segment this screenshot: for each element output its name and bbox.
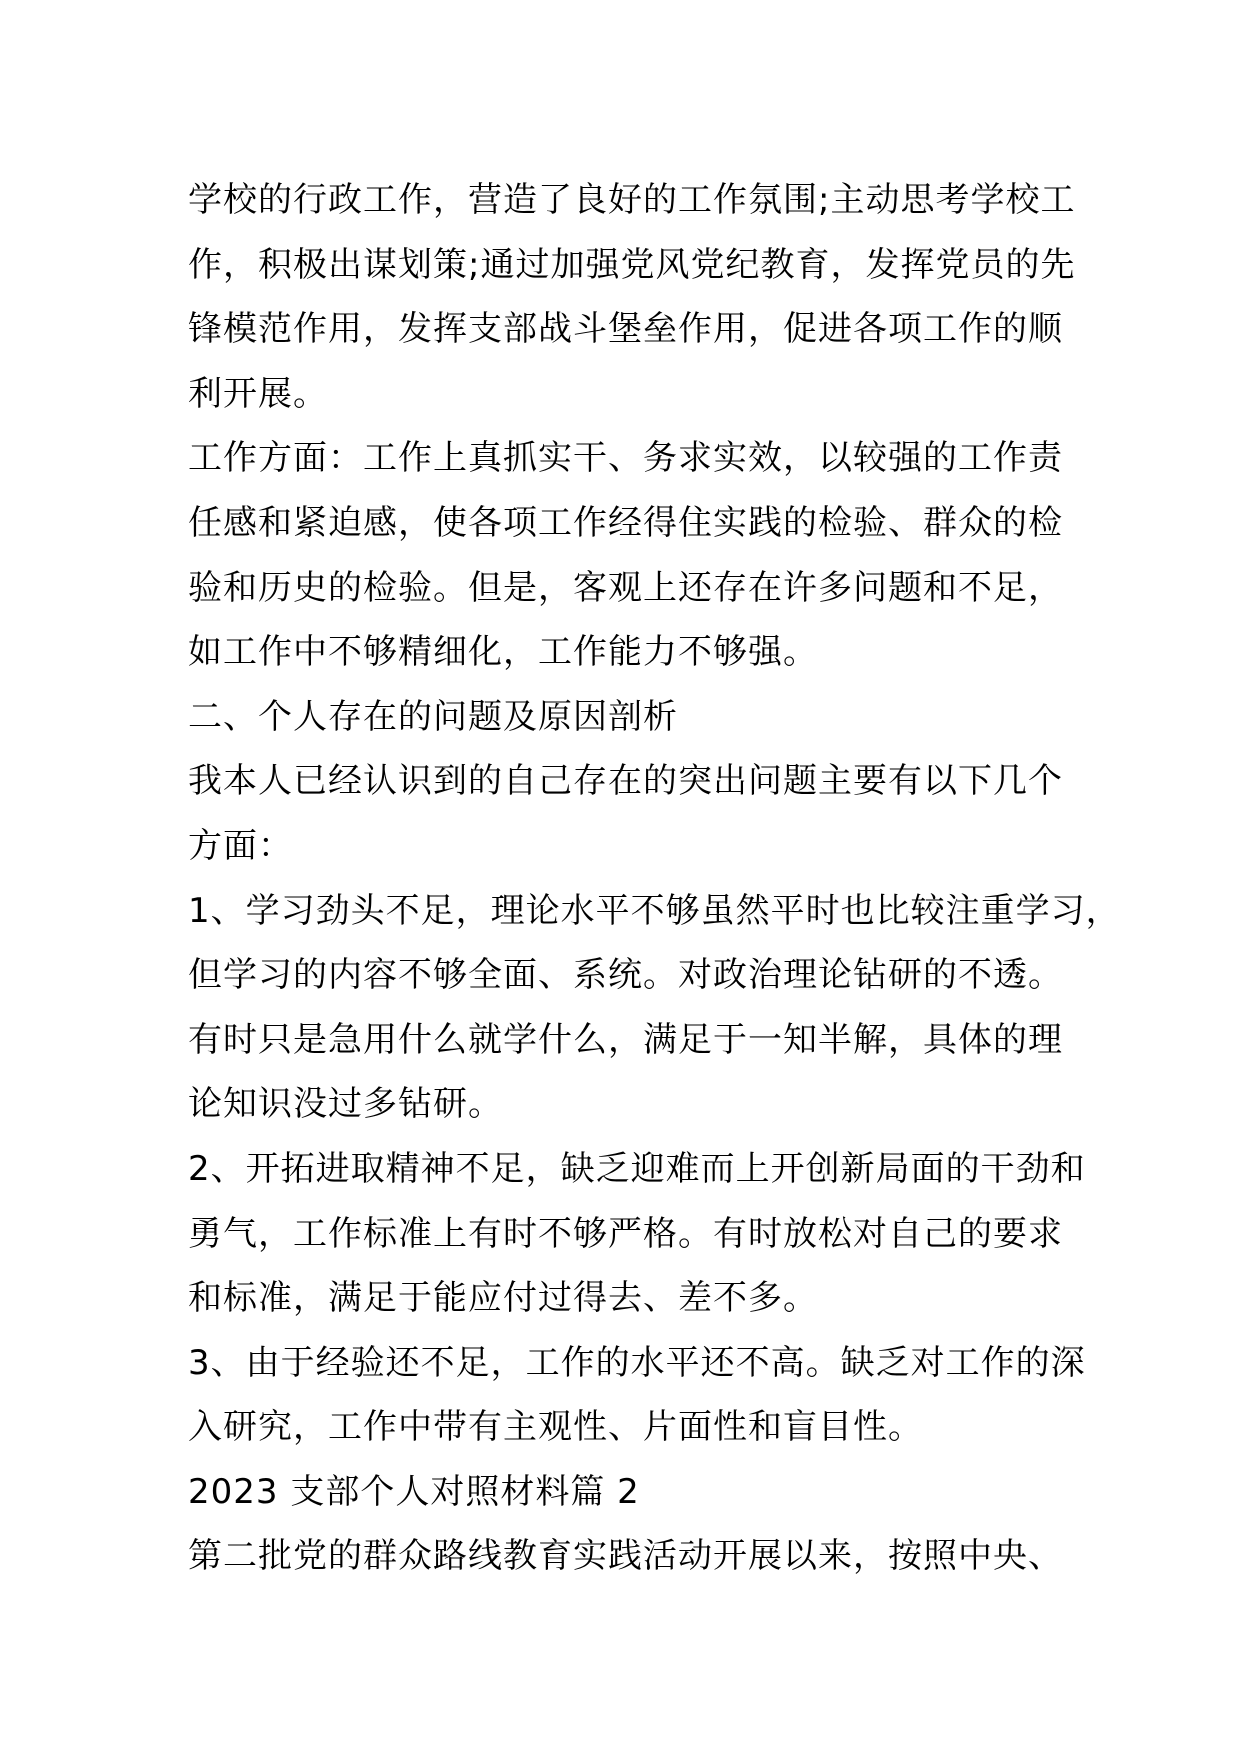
text-line: 验和历史的检验。但是，客观上还存在许多问题和不足， [188, 567, 1063, 608]
text-line: 但学习的内容不够全面、系统。对政治理论钻研的不透。 [188, 955, 1063, 996]
text-line: 锋模范作用，发挥支部战斗堡垒作用，促进各项工作的顺 [188, 309, 1063, 350]
text-line: 方面： [188, 825, 293, 866]
section-heading: 二、个人存在的问题及原因剖析 [188, 696, 678, 737]
text-line: 如工作中不够精细化，工作能力不够强。 [188, 632, 818, 673]
text-line: 任感和紧迫感，使各项工作经得住实践的检验、群众的检 [188, 502, 1063, 543]
list-item-line: 1、学习劲头不足，理论水平不够虽然平时也比较注重学习， [188, 890, 1121, 931]
text-line: 第二批党的群众路线教育实践活动开展以来，按照中央、 [188, 1536, 1063, 1577]
section-title: 2023 支部个人对照材料篇 2 [188, 1471, 640, 1512]
text-line: 勇气，工作标准上有时不够严格。有时放松对自己的要求 [188, 1213, 1063, 1254]
text-line: 论知识没过多钻研。 [188, 1084, 503, 1125]
text-line: 学校的行政工作，营造了良好的工作氛围;主动思考学校工 [188, 180, 1076, 220]
document-body [188, 168, 1121, 1589]
text-line: 我本人已经认识到的自己存在的突出问题主要有以下几个 [188, 761, 1063, 802]
text-line: 作，积极出谋划策;通过加强党风党纪教育，发挥党员的先 [188, 244, 1076, 285]
list-item-line: 2、开拓进取精神不足，缺乏迎难而上开创新局面的干劲和 [188, 1148, 1086, 1189]
text-line: 工作方面：工作上真抓实干、务求实效，以较强的工作责 [188, 438, 1063, 479]
text-line: 利开展。 [188, 373, 328, 414]
text-line: 有时只是急用什么就学什么，满足于一知半解，具体的理 [188, 1019, 1063, 1060]
text-line: 入研究，工作中带有主观性、片面性和盲目性。 [188, 1407, 923, 1448]
list-item-line: 3、由于经验还不足，工作的水平还不高。缺乏对工作的深 [188, 1342, 1086, 1383]
text-line: 和标准，满足于能应付过得去、差不多。 [188, 1278, 818, 1319]
